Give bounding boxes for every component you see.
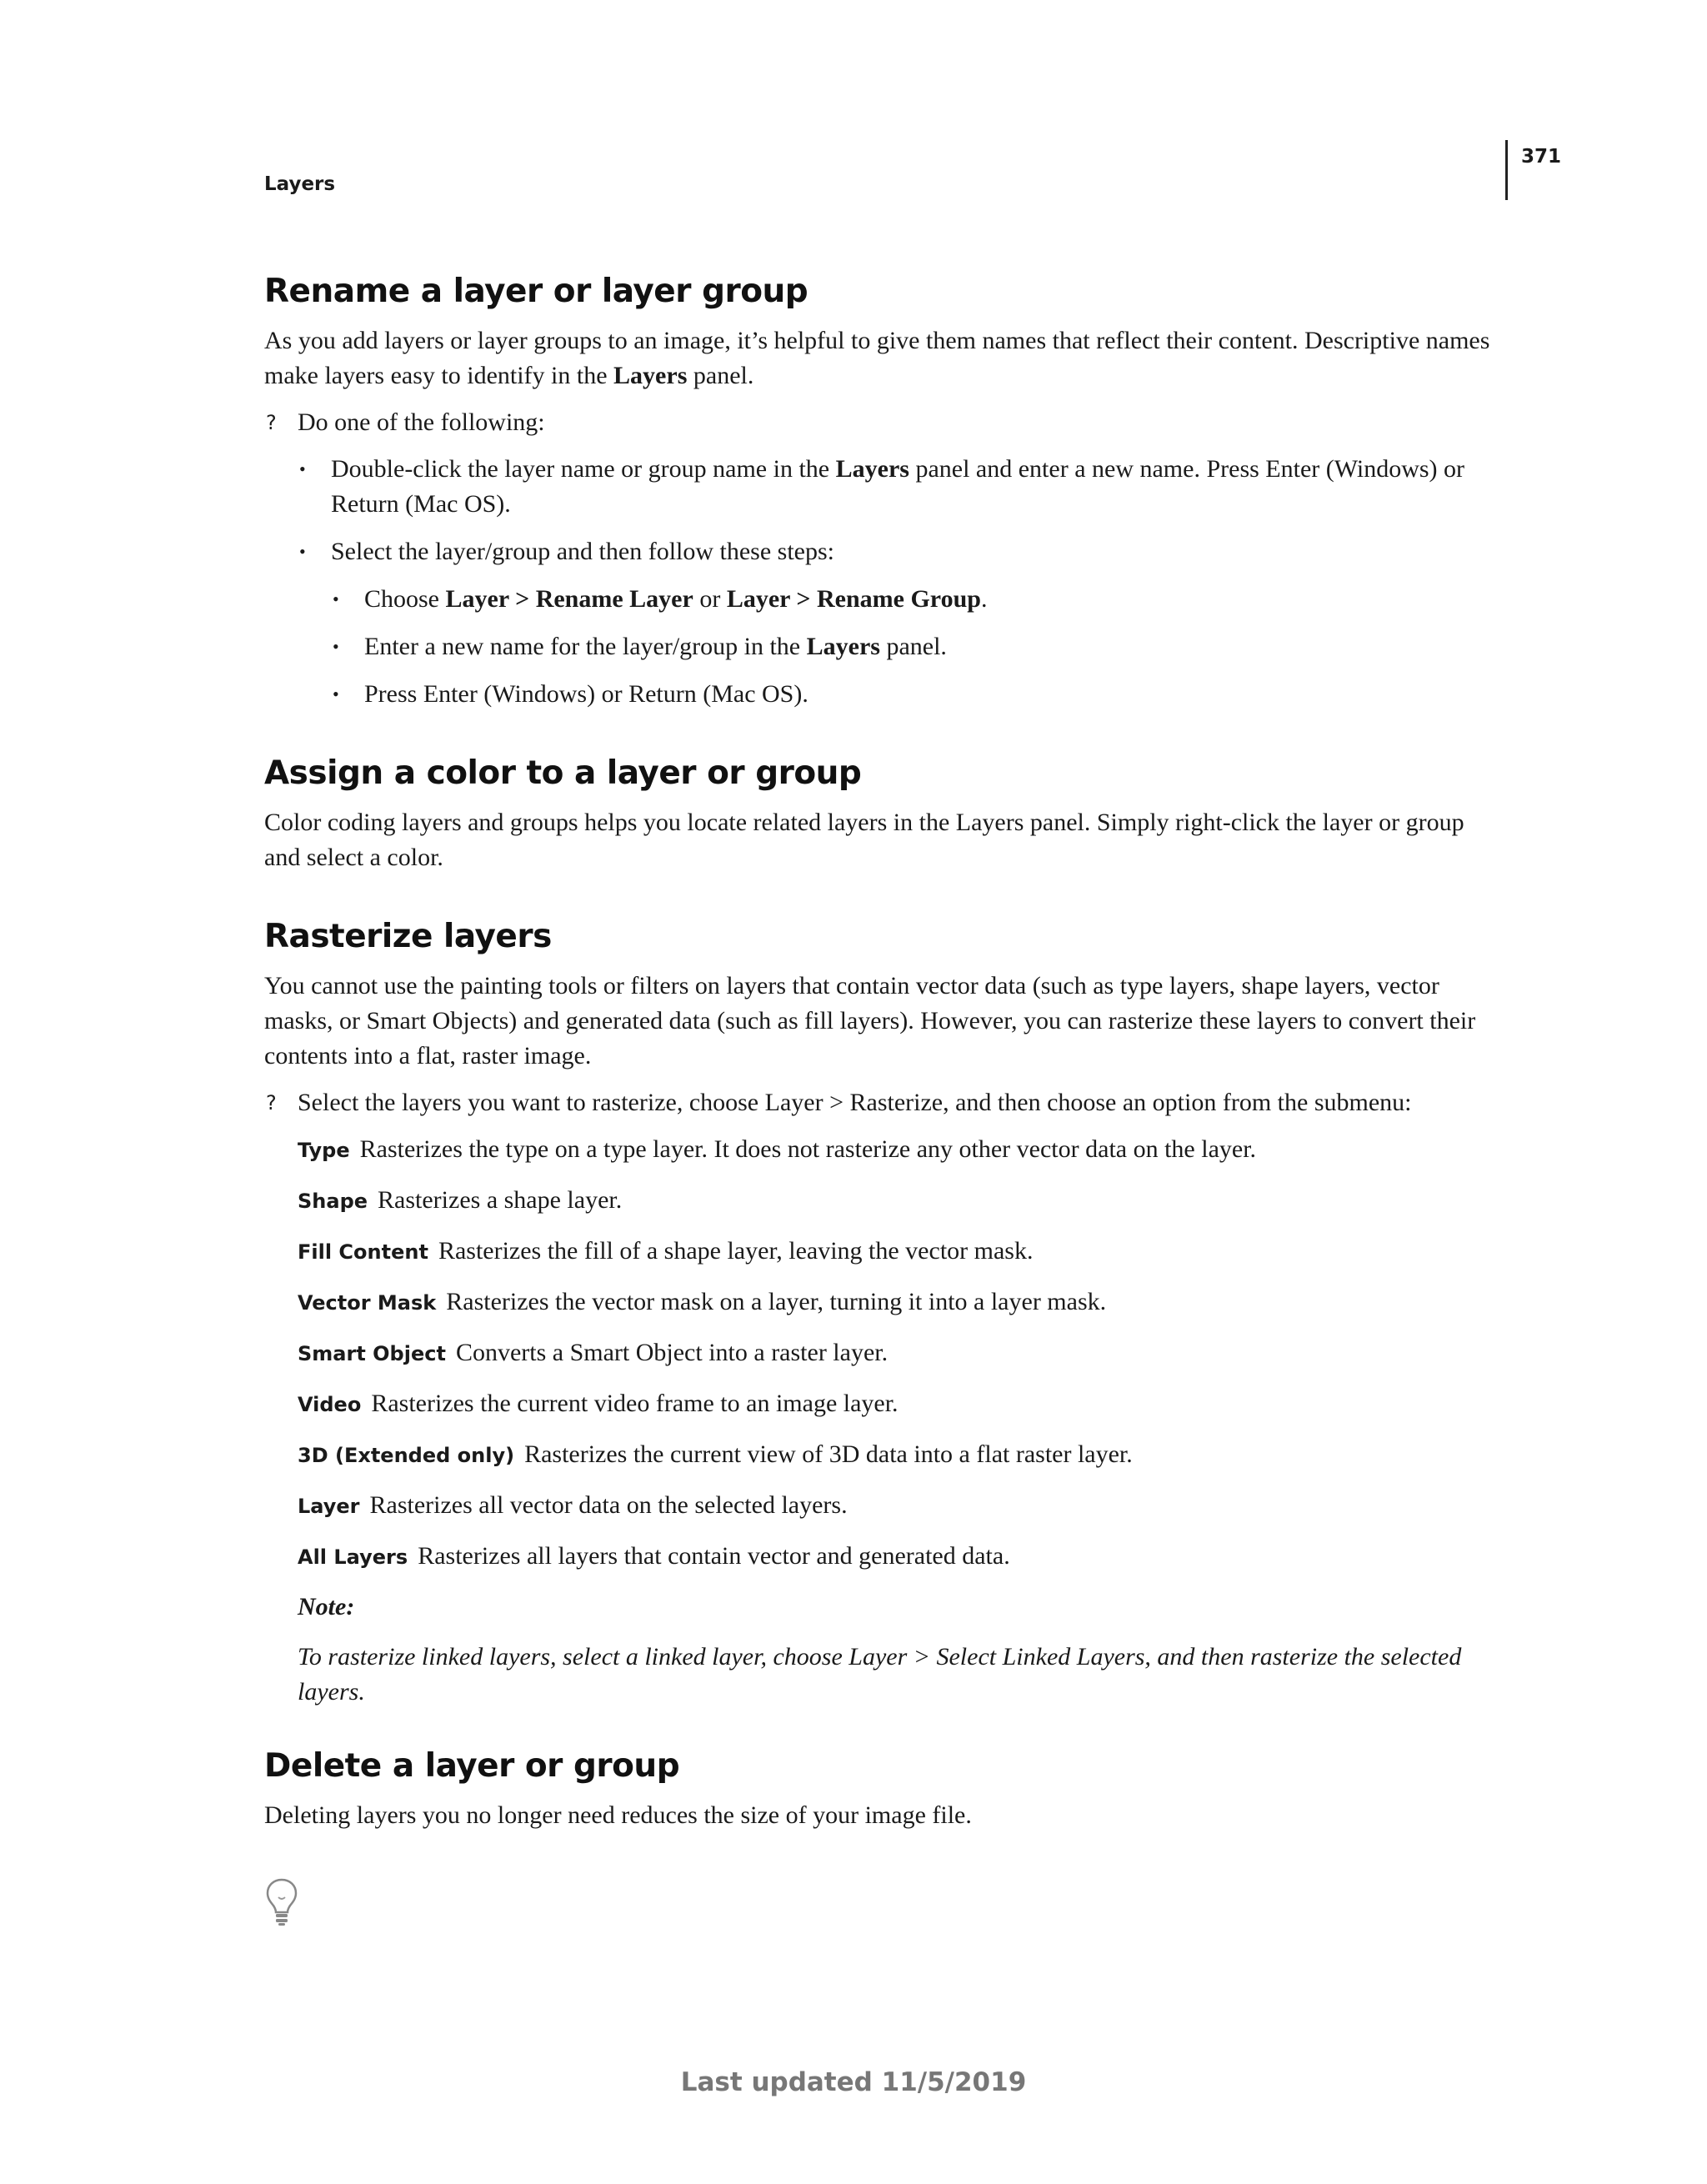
list-item: • Double-click the layer name or group name in the Layers panel and enter a new name. Press Enter (Windows) or Return (Mac OS). bbox=[299, 455, 1465, 518]
note-text: To rasterize linked layers, select a linked layer, choose Layer > Select Linked Layers, and then rasterize the selected layers. bbox=[298, 1643, 1462, 1706]
option-shape: Shape Rasterizes a shape layer. bbox=[298, 1186, 623, 1214]
option-vector-mask: Vector Mask Rasterizes the vector mask on a layer, turning it into a layer mask. bbox=[298, 1288, 1107, 1315]
heading-color: Assign a color to a layer or group bbox=[264, 754, 862, 792]
color-body: Color coding layers and groups helps you locate related layers in the Layers panel. Simply right-click the layer or group and select a color. bbox=[264, 809, 1464, 871]
step-marker: ? bbox=[266, 1091, 277, 1115]
step-marker: ? bbox=[266, 411, 277, 434]
option-type: Type Rasterizes the type on a type layer. It does not rasterize any other vector data on the layer. bbox=[298, 1135, 1257, 1163]
option-smart-object: Smart Object Converts a Smart Object into a raster layer. bbox=[298, 1339, 889, 1366]
note-label: Note: bbox=[298, 1593, 355, 1620]
running-head: Layers bbox=[264, 173, 336, 195]
section-rasterize bbox=[264, 914, 1506, 1710]
lightbulb-icon bbox=[265, 1877, 298, 1927]
list-item: • Choose Layer > Rename Layer or Layer > Rename Group. bbox=[333, 585, 988, 613]
rename-options-list bbox=[264, 452, 1506, 569]
rename-step: ? Do one of the following: bbox=[264, 405, 1506, 440]
page-content bbox=[264, 268, 1506, 1871]
rasterize-step: ? Select the layers you want to rasterize, choose Layer > Rasterize, and then choose an option from the submenu: bbox=[264, 1085, 1506, 1120]
footer-last-updated: Last updated 11/5/2019 bbox=[680, 2067, 1027, 2097]
heading-rasterize: Rasterize layers bbox=[264, 918, 552, 955]
delete-body: Deleting layers you no longer need reduces the size of your image file. bbox=[264, 1801, 972, 1829]
rename-steps-list bbox=[264, 582, 1506, 712]
list-item: • Enter a new name for the layer/group in the Layers panel. bbox=[333, 633, 947, 660]
option-layer: Layer Rasterizes all vector data on the selected layers. bbox=[298, 1491, 848, 1519]
heading-rename: Rename a layer or layer group bbox=[264, 273, 808, 310]
page-number: 371 bbox=[1505, 140, 1561, 200]
list-item: • Press Enter (Windows) or Return (Mac OS). bbox=[333, 680, 808, 708]
section-rename bbox=[264, 268, 1506, 712]
section-color bbox=[264, 750, 1506, 875]
option-all-layers: All Layers Rasterizes all layers that contain vector and generated data. bbox=[298, 1542, 1010, 1570]
list-item: • Select the layer/group and then follow these steps: bbox=[299, 538, 834, 565]
option-3d: 3D (Extended only) Rasterizes the current view of 3D data into a flat raster layer. bbox=[298, 1440, 1133, 1468]
rename-intro: As you add layers or layer groups to an image, it’s helpful to give them names that reflect their content. Descriptive names make layers easy to identify in the Layers panel. bbox=[264, 327, 1490, 389]
option-fill-content: Fill Content Rasterizes the fill of a shape layer, leaving the vector mask. bbox=[298, 1237, 1034, 1265]
rasterize-body: You cannot use the painting tools or filters on layers that contain vector data (such as type layers, shape layers, vector masks, or Smart Objects) and generated data (such as fill layers). However, you can rasterize these layers to convert their contents into a flat, raster image. bbox=[264, 972, 1476, 1069]
section-delete bbox=[264, 1743, 1506, 1833]
heading-delete: Delete a layer or group bbox=[264, 1747, 680, 1785]
option-video: Video Rasterizes the current video frame to an image layer. bbox=[298, 1390, 899, 1417]
